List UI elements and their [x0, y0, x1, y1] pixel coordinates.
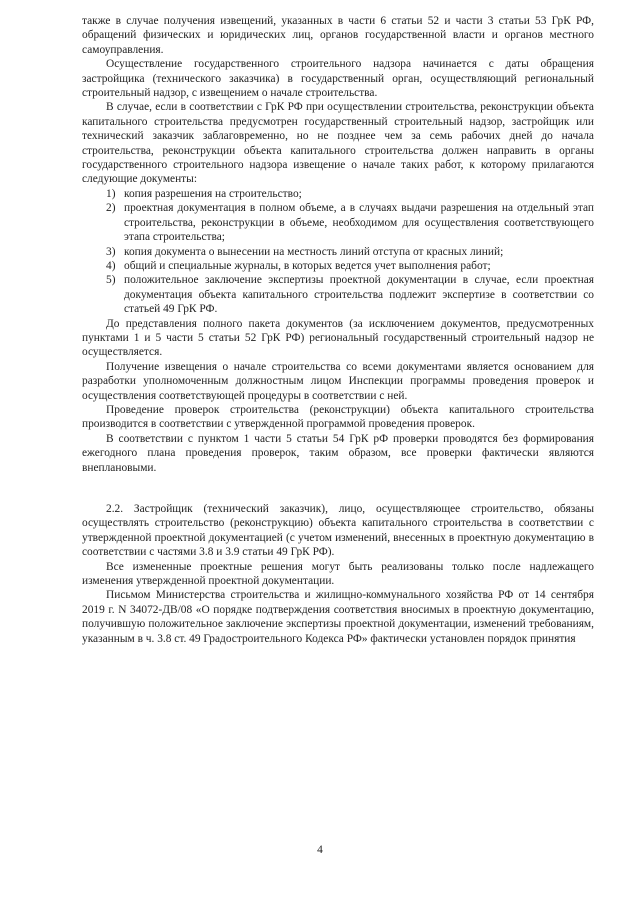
- list-item-text: копия разрешения на строительство;: [124, 187, 302, 200]
- page-number: 4: [317, 844, 323, 856]
- list-item-number: 2): [106, 202, 116, 215]
- paragraph-notice-requirement: В случае, если в соответствии с ГрК РФ при осуществлении строительства, реконструкции объекта капитального строительства предусмотрен государственный строительный надзор, застройщик или технический заказчик заблаговременно, но не позднее чем за семь рабочих дней до начала строительства, реконструкции объекта капитального строительства должен направить в органы государственного строительного надзора извещение о начале таких работ, к которому прилагаются следующие документы:: [82, 101, 594, 186]
- list-item: [82, 273, 594, 316]
- list-item-number: 1): [106, 187, 116, 200]
- paragraph-full-package: До представления полного пакета документов (за исключением документов, предусмотренных пунктами 1 и 5 части 5 статьи 52 ГрК РФ) региональный государственный строительный надзор не осуществляется.: [82, 317, 594, 359]
- paragraph-notice-received: Получение извещения о начале строительства со всеми документами является основанием для разработки уполномоченным должностным лицом Инспекции программы проведения проверок и осуществления соответствующей процедуры в соответствии с ней.: [82, 360, 594, 402]
- list-item-number: 4): [106, 259, 116, 272]
- paragraph-ministry-letter: Письмом Министерства строительства и жилищно-коммунального хозяйства РФ от 14 сентября 2019 г. N 34072-ДВ/08 «О порядке подтверждения соответствия вносимых в проектную документацию, получившую положительное заключение экспертизы проектной документации, изменений требованиям, указанным в ч. 3.8 ст. 49 Градостроительного Кодекса РФ» фактически установлен порядок принятия: [82, 589, 594, 645]
- list-item: [82, 259, 594, 273]
- list-item-number: 5): [106, 274, 116, 287]
- list-item-text: положительное заключение экспертизы проектной документации в случае, если проектная документация объекта капитального строительства подлежит экспертизе в соответствии со статьей 49 ГрК РФ.: [124, 274, 594, 316]
- paragraph-inspections-program: Проведение проверок строительства (реконструкции) объекта капитального строительства производится в соответствии с утвержденной программой проведения проверок.: [82, 403, 594, 431]
- list-item: [82, 187, 594, 201]
- paragraph-changed-decisions: Все измененные проектные решения могут быть реализованы только после надлежащего изменения утвержденной проектной документации.: [82, 560, 594, 588]
- list-item-number: 3): [106, 245, 116, 258]
- documents-list: [82, 187, 594, 317]
- list-item: [82, 201, 594, 244]
- list-item-text: общий и специальные журналы, в которых ведется учет выполнения работ;: [124, 259, 491, 272]
- paragraph-section-2-2: 2.2. Застройщик (технический заказчик), лицо, осуществляющее строительство, обязаны осуществлять строительство (реконструкцию) объекта капитального строительства в соответствии с утвержденной проектной документацией (с учетом изменений, внесенных в проектную документацию в соответствии с частями 3.8 и 3.9 статьи 49 ГрК РФ).: [82, 503, 594, 559]
- list-item: [82, 245, 594, 259]
- page-body: [82, 14, 594, 646]
- list-item-text: проектная документация в полном объеме, а в случаях выдачи разрешения на отдельный этап строительства, реконструкции в объеме, необходимом для осуществления соответствующего этапа строительства;: [124, 202, 594, 244]
- paragraph-unscheduled-inspections: В соответствии с пунктом 1 части 5 статьи 54 ГрК рФ проверки проводятся без формирования ежегодного плана проведения проверок, таким образом, все проверки фактически являются внеплановыми.: [82, 432, 594, 474]
- list-item-text: копия документа о вынесении на местность линий отступа от красных линий;: [124, 245, 504, 258]
- paragraph-supervision-start: Осуществление государственного строительного надзора начинается с даты обращения застройщика (технического заказчика) в государственный орган, осуществляющий региональный строительный надзор, с извещением о начале строительства.: [82, 58, 594, 100]
- section-gap: [82, 475, 594, 502]
- paragraph-continuation: также в случае получения извещений, указанных в части 6 статьи 52 и части 3 статьи 53 ГрК РФ, обращений физических и юридических лиц, органов государственной власти и органов местного самоуправления.: [82, 15, 594, 56]
